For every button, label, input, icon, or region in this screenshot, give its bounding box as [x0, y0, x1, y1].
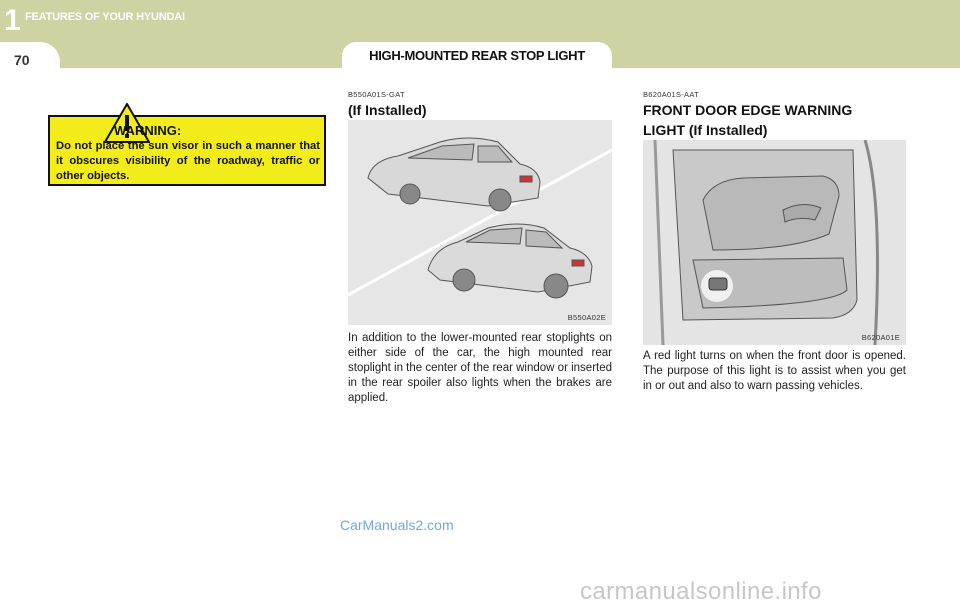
page-number: 70 — [14, 52, 30, 68]
section-title: HIGH-MOUNTED REAR STOP LIGHT — [369, 48, 585, 63]
warning-title: WARNING: — [114, 123, 182, 138]
warning-box — [48, 115, 326, 186]
chapter-title: FEATURES OF YOUR HYUNDAI — [25, 11, 185, 23]
door-image — [643, 140, 906, 345]
watermark-text: carmanualsonline.info — [580, 578, 822, 605]
section-code: B620A01S-AAT — [643, 90, 699, 99]
image-label: B550A02E — [567, 313, 606, 322]
section-heading: (If Installed) — [348, 102, 427, 118]
cars-image — [348, 120, 612, 325]
warning-text: Do not place the sun visor in such a manner that it obscures visibility of the roadway, traffic or other objects. — [56, 140, 320, 182]
door-panel-drawing — [673, 150, 857, 320]
watermark-link[interactable]: CarManuals2.com — [340, 517, 454, 533]
door-illustration — [643, 140, 906, 345]
door-edge-light-drawing — [701, 270, 733, 302]
section-body: A red light turns on when the front door is opened. The purpose of this light is to assist when you get in or out and also to warn passing vehicles. — [643, 350, 906, 392]
section-heading-line1: FRONT DOOR EDGE WARNING — [643, 102, 853, 118]
chapter-number: 1 — [4, 4, 21, 37]
car-illustration — [348, 120, 612, 325]
page-number-tab — [0, 42, 60, 80]
section-code: B550A01S-GAT — [348, 90, 405, 99]
image-label: B620A01E — [861, 333, 900, 342]
section-body: In addition to the lower-mounted rear stoplights on either side of the car, the high mounted rear stoplight in the center of the rear window or inserted in the rear spoiler also lights when the brakes are applied. — [348, 332, 613, 404]
section-heading-line2: LIGHT (If Installed) — [643, 122, 768, 138]
